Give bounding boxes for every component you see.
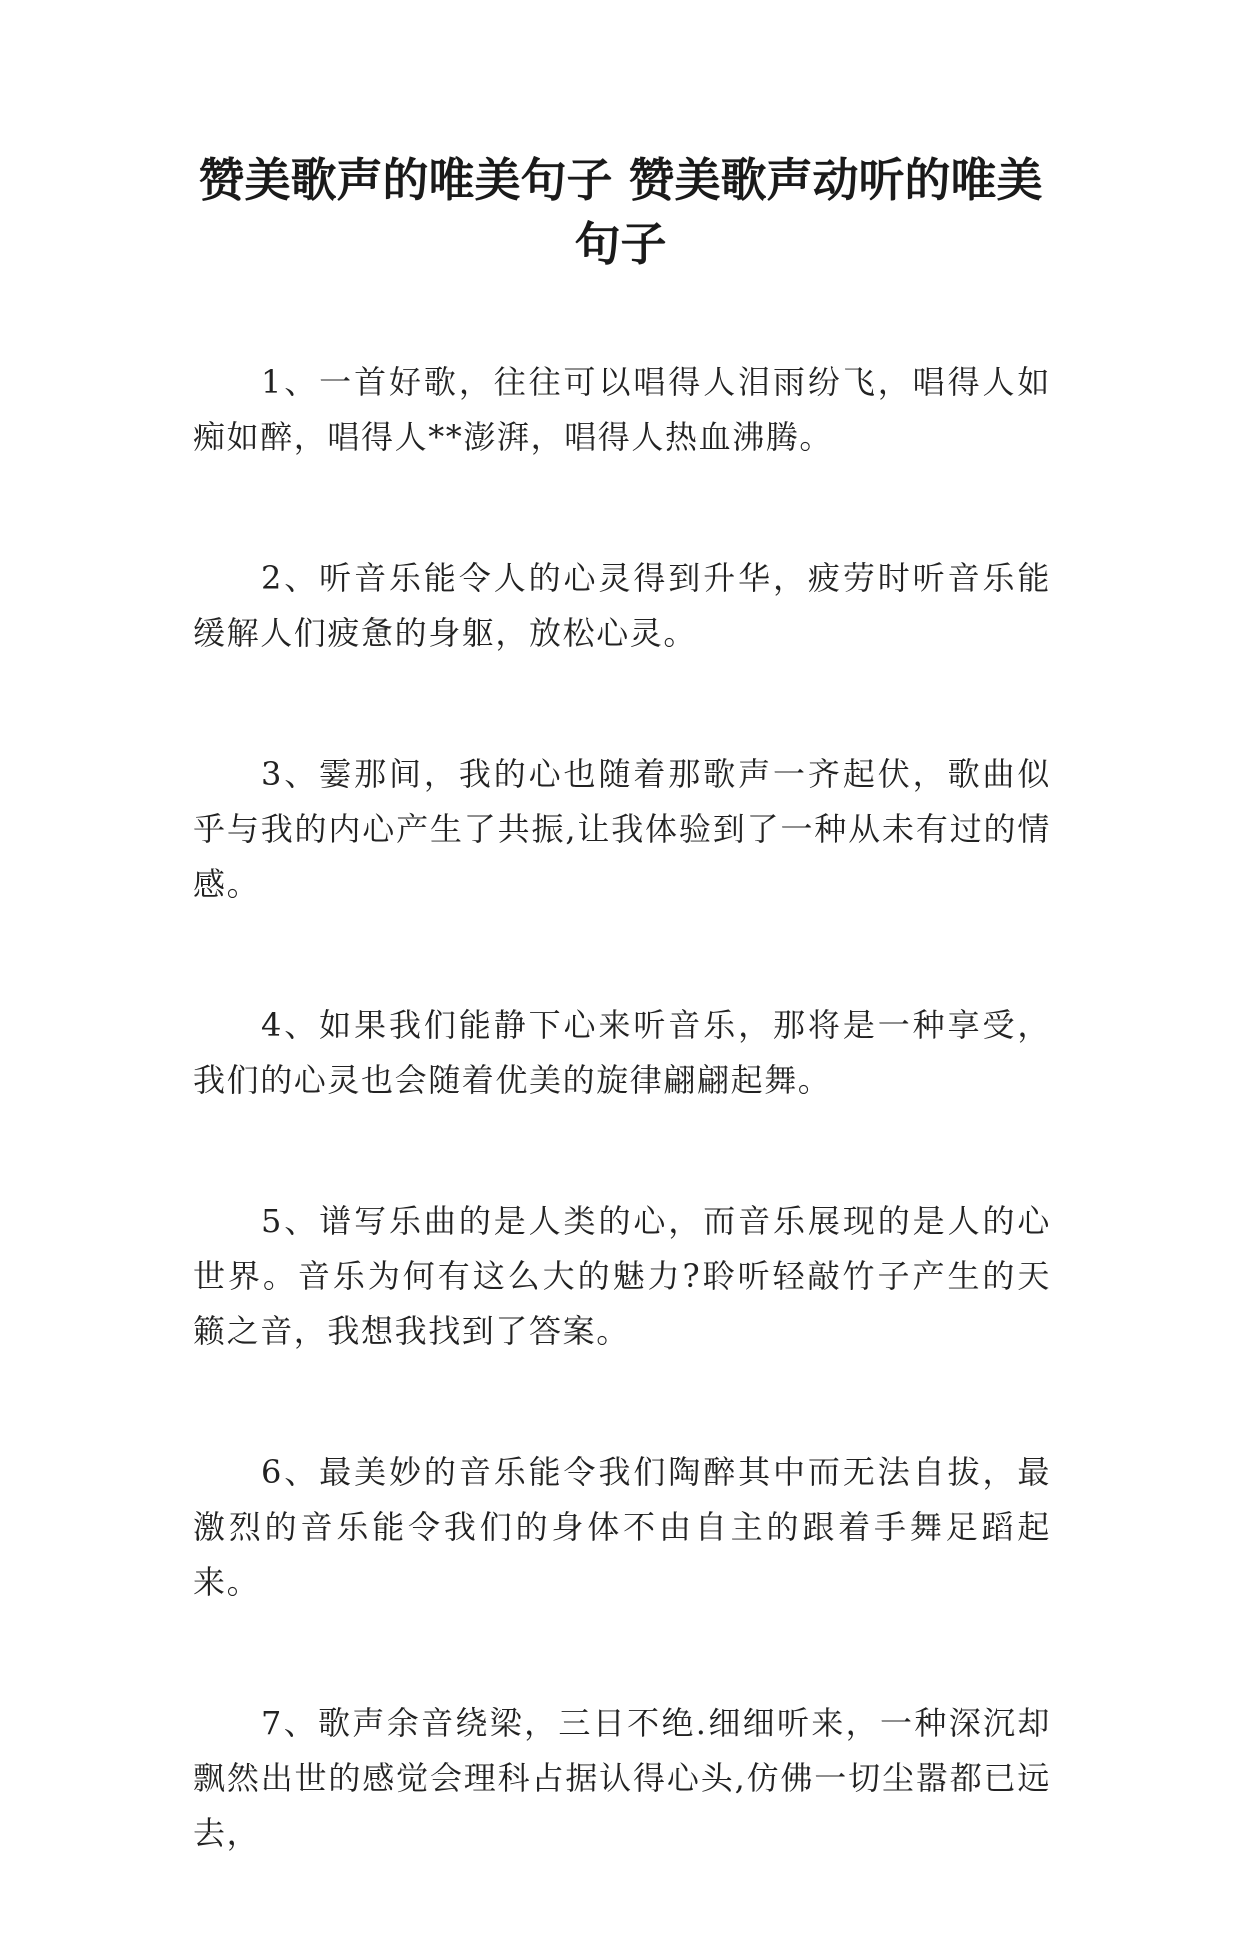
document-title: 赞美歌声的唯美句子 赞美歌声动听的唯美句子 [198, 153, 1043, 271]
document-body [193, 355, 1051, 1947]
paragraph-3: 3、霎那间，我的心也随着那歌声一齐起伏，歌曲似乎与我的内心产生了共振,让我体验到了一种从未有过的情感。 [193, 755, 1051, 903]
paragraph-7: 7、歌声余音绕梁，三日不绝.细细听来，一种深沉却飘然出世的感觉会理科占据认得心头,仿佛一切尘嚣都已远去， [193, 1704, 1051, 1852]
paragraph-4: 4、如果我们能静下心来听音乐，那将是一种享受，我们的心灵也会随着优美的旋律翩翩起舞。 [193, 1006, 1051, 1099]
paragraph-1: 1、一首好歌，往往可以唱得人泪雨纷飞，唱得人如痴如醉，唱得人**澎湃，唱得人热血沸腾。 [193, 363, 1051, 456]
paragraph-2: 2、听音乐能令人的心灵得到升华，疲劳时听音乐能缓解人们疲惫的身躯，放松心灵。 [193, 559, 1051, 652]
paragraph-6: 6、最美妙的音乐能令我们陶醉其中而无法自拔，最激烈的音乐能令我们的身体不由自主的跟着手舞足蹈起来。 [193, 1453, 1051, 1601]
paragraph-5: 5、谱写乐曲的是人类的心，而音乐展现的是人的心世界。音乐为何有这么大的魅力?聆听轻敲竹子产生的天籁之音，我想我找到了答案。 [193, 1202, 1051, 1350]
